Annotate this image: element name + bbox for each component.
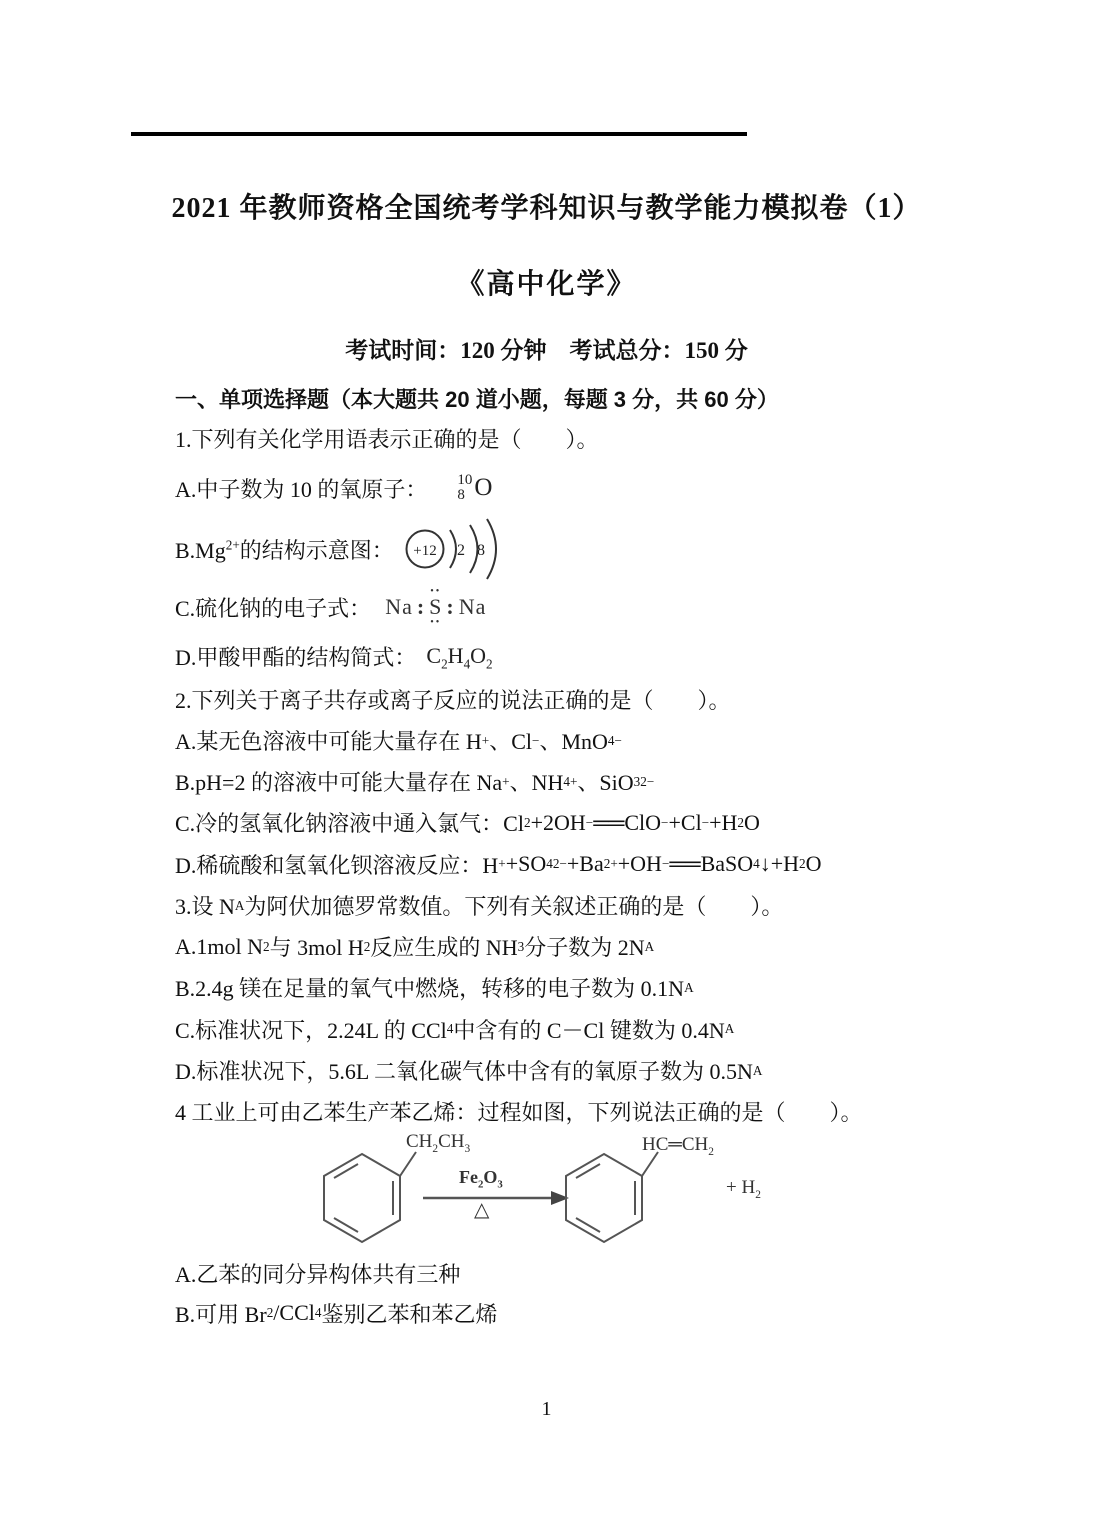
q1-option-a-text: A.中子数为 10 的氧原子： [175,476,428,502]
reaction-scheme [175,1131,935,1253]
q3-option-d: D.标准状况下，5.6L 二氧化碳气体中含有的氧原子数为 0.5N A [175,1059,763,1084]
isotope-atomic-number: 8 [457,487,465,503]
heat-condition-label: △ [474,1199,490,1221]
q4-option-b: B.可用 Br 2 /CCl 4 鉴别乙苯和苯乙烯 [175,1300,498,1327]
q1-option-d-text: D.甲酸甲酯的结构简式： [175,644,417,670]
q1-option-b [175,518,935,580]
nucleus-charge: +12 [413,543,437,559]
isotope-notation [457,473,492,503]
electron-pair-right: : [446,594,455,619]
electron-formula-na-right: Na [458,594,487,619]
q1-option-b-text: $B.Mg^{2+}$的结构示意图： [175,537,394,563]
q2-option-d: D.稀硫酸和氢氧化钡溶液反应：H + +SO 4 2− +Ba 2+ +OH − ══BaSO 4 ↓+H 2 O [175,851,822,878]
q2-stem: 2.下列关于离子共存或离子反应的说法正确的是（ ）。 [175,687,731,713]
vinyl-group-label: $HC═CH_2$ [642,1134,714,1158]
q1-option-d-formula: $C_2H_4O_2$ [426,643,493,672]
electron-pair-left: : [416,594,426,619]
electron-formula [385,587,486,627]
exam-body [175,378,935,1333]
reaction-arrow [423,1191,569,1205]
section-heading: 一、单项选择题（本大题共 20 道小题，每题 3 分，共 60 分） [175,386,779,412]
q1-option-a [175,458,935,518]
header-rule [131,132,747,136]
reaction-scheme-drawing [175,1131,935,1253]
ethyl-group-label: $CH_2CH_3$ [406,1131,471,1155]
isotope-symbol: O [474,474,493,501]
hydrogen-byproduct-label: + $H_2$ [726,1177,761,1201]
q3-stem: 3.设 N A 为阿伏加德罗常数值。下列有关叙述正确的是（ ）。 [175,894,784,919]
lone-pair-bottom: •• [430,617,442,628]
q3-option-b: B.2.4g 镁在足量的氧气中燃烧，转移的电子数为 0.1N A [175,976,694,1001]
page-number: 1 [541,1398,552,1420]
page-subtitle: 《高中化学》 [456,269,637,300]
q2-option-c: C.冷的氢氧化钠溶液中通入氯气：Cl 2 +2OH − ══ClO − +Cl − +H 2 O [175,809,760,836]
benzene-ring-product [566,1152,658,1242]
q2-option-b: B.pH=2 的溶液中可能大量存在 Na + 、NH 4 + 、SiO 3 2− [175,770,655,795]
q1-stem: 1.下列有关化学用语表示正确的是（ ）。 [175,426,599,452]
sulfur-with-lone-pairs [429,587,442,627]
q1-option-c [175,580,935,634]
q3-option-a: A.1mol N 2 与 3mol H 2 反应生成的 NH 3 分子数为 2N A [175,933,655,960]
exam-info: 考试时间：120 分钟 考试总分：150 分 [345,338,748,363]
page-title: 2021 年教师资格全国统考学科知识与教学能力模拟卷（1） [171,193,922,224]
isotope-stack [457,473,472,503]
q1-option-c-text: C.硫化钠的电子式： [175,595,372,621]
shell1-electrons: 2 [456,542,465,559]
isotope-mass-number: 10 [457,472,473,488]
sulfur-symbol: S [429,594,443,619]
lone-pair-top: •• [430,586,442,597]
catalyst-label: $Fe_2O_3$ [459,1167,503,1191]
q4-stem: 4 工业上可由乙苯生产苯乙烯：过程如图，下列说法正确的是（ ）。 [175,1099,863,1125]
q1-option-d [175,634,935,678]
benzene-ring-reactant [324,1152,416,1242]
atomic-structure-diagram [404,518,508,580]
q2-option-a: A.某无色溶液中可能大量存在 H + 、Cl − 、MnO 4 − [175,729,622,754]
shell2-electrons: 8 [476,542,485,559]
q4-option-a: A.乙苯的同分异构体共有三种 [175,1261,461,1287]
q3-option-c: C.标准状况下，2.24L 的 CCl 4 中含有的 C－Cl 键数为 0.4N A [175,1017,735,1043]
electron-formula-na-left: Na [385,594,413,619]
